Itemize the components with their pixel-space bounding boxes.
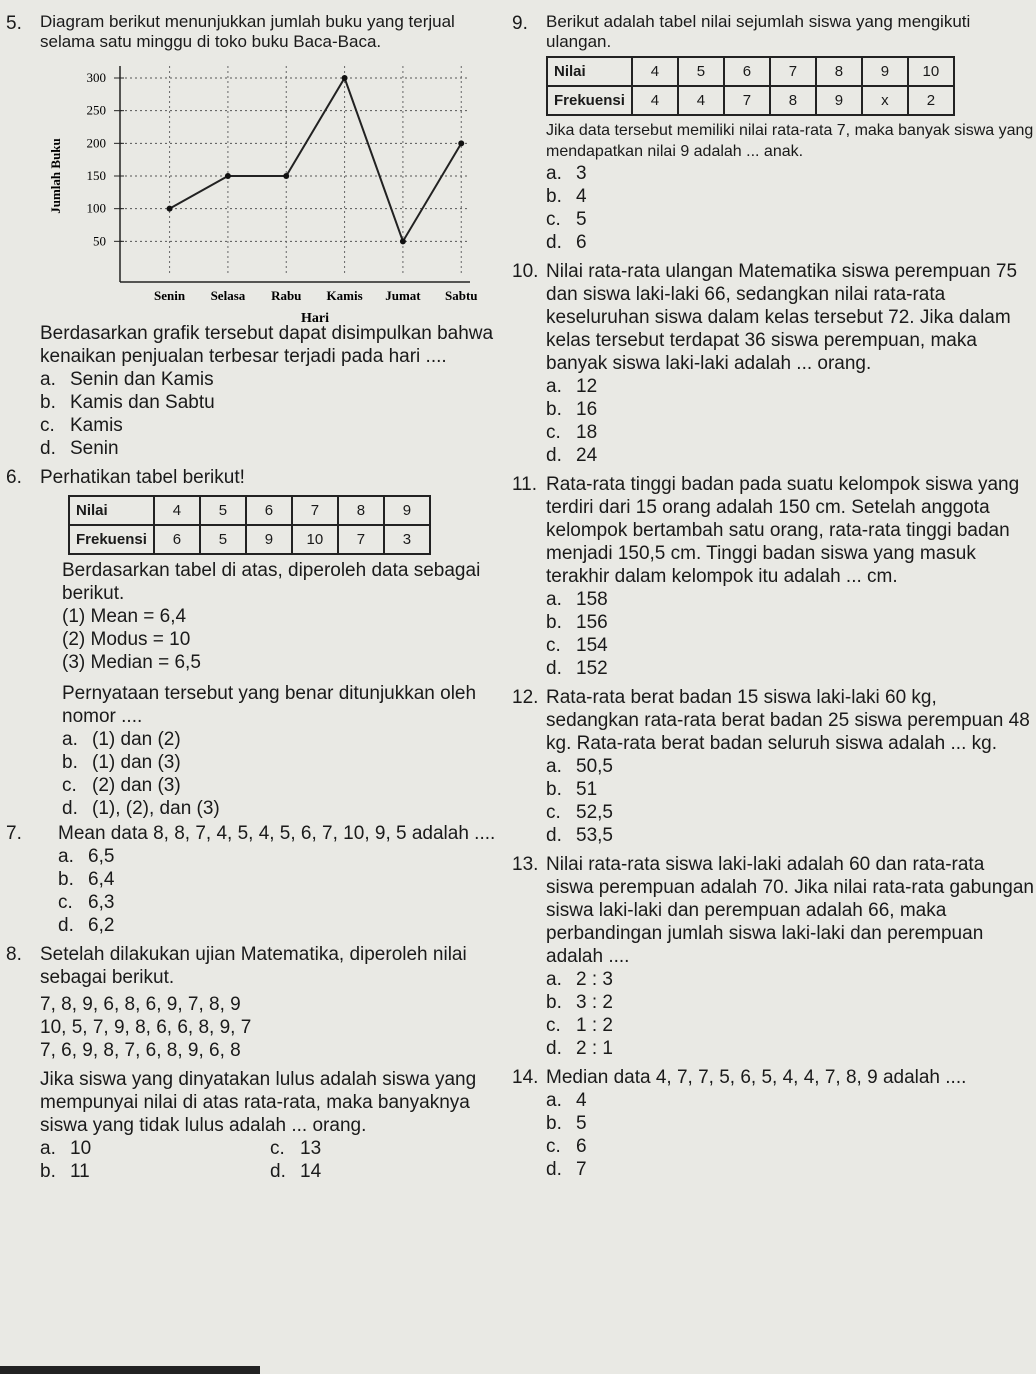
option-text: Senin dan Kamis [70,369,214,390]
option-letter: a. [40,1138,56,1159]
question-text: Median data 4, 7, 7, 5, 6, 5, 4, 4, 7, 8, 9 adalah .... [546,1067,967,1088]
question-text: Berikut adalah tabel nilai sejumlah siswa yang mengikuti ulangan. [546,12,971,51]
table-cell: 7 [770,57,816,86]
row-header: Nilai [547,57,632,86]
option-b [58,868,506,891]
option-text: 53,5 [576,825,613,846]
option-text: 13 [300,1138,322,1159]
question-text: Diagram berikut menunjukkan jumlah buku yang terjual selama satu minggu di toko buku Baca-Baca. [40,12,455,51]
bottom-edge-shadow [0,1366,260,1374]
y-tick-label: 150 [86,168,106,183]
options-list [40,1137,506,1183]
option-text: 3 : 2 [576,992,613,1013]
option-b [40,1160,270,1183]
options-list [58,845,506,937]
option-a [546,588,1034,611]
option-letter: b. [546,399,562,420]
table-cell: 7 [724,86,770,115]
option-d [40,437,506,460]
option-letter: c. [546,1136,561,1157]
options-list [546,755,1034,847]
option-a [546,1089,1034,1112]
y-tick-label: 300 [86,70,106,85]
data-line: 10, 5, 7, 9, 8, 6, 6, 8, 9, 7 [40,1017,252,1038]
option-text: 11 [70,1161,90,1182]
statement: (2) Modus = 10 [62,629,191,650]
option-a [546,375,1034,398]
option-d [546,231,1034,254]
x-tick-label: Selasa [210,288,246,303]
question-6 [6,466,506,820]
left-column [6,12,506,1183]
option-letter: b. [546,1113,562,1134]
table-cell: 9 [816,86,862,115]
option-a [546,755,1034,778]
right-column [512,12,1034,1181]
table-row [547,86,954,115]
question-13 [512,853,1034,1060]
option-letter: c. [546,422,561,443]
option-letter: d. [546,825,562,846]
option-text: 6,2 [88,915,115,936]
frequency-table [68,495,431,555]
option-c [546,801,1034,824]
option-a [58,845,506,868]
option-text: 156 [576,612,608,633]
option-letter: d. [546,232,562,253]
option-text: 2 : 3 [576,969,613,990]
option-letter: a. [546,589,562,610]
option-letter: b. [546,992,562,1013]
data-point [225,173,231,179]
question-14 [512,1066,1034,1181]
y-tick-label: 100 [86,200,106,216]
question-number: 10. [512,261,539,282]
question-after-text: Berdasarkan tabel di atas, diperoleh data sebagai berikut. [62,560,481,604]
question-text: Nilai rata-rata siswa laki-laki adalah 60 dan rata-rata siswa perempuan adalah 70. Jika nilai rata-rata gabungan siswa laki-laki dan perempuan adalah 66, maka perbandingan jumlah siswa laki-laki dan perempuan adalah .... [546,854,1034,967]
y-tick-label: 200 [86,135,106,151]
option-letter: d. [546,1159,562,1180]
x-axis-label: Hari [301,311,329,322]
option-letter: d. [546,658,562,679]
question-text: Mean data 8, 8, 7, 4, 5, 4, 5, 6, 7, 10, 9, 5 adalah .... [58,823,496,844]
option-a [40,1137,270,1160]
table-cell: 7 [292,496,338,525]
option-letter: d. [40,438,56,459]
question-8 [6,943,506,1183]
x-tick-label: Senin [154,288,186,303]
option-d [58,914,506,937]
option-letter: c. [546,1015,561,1036]
option-letter: c. [546,802,561,823]
options-list [546,375,1034,467]
option-d [546,1037,1034,1060]
x-tick-label: Kamis [326,288,363,303]
option-letter: d. [58,915,74,936]
options-list [546,162,1034,254]
table-cell: 4 [154,496,200,525]
data-point [283,173,289,179]
table-cell: 5 [200,525,246,554]
option-letter: b. [40,1161,56,1182]
option-text: 18 [576,422,598,443]
question-number: 13. [512,854,539,875]
data-lines [40,993,506,1062]
option-a [546,162,1034,185]
table-row [547,57,954,86]
option-letter: c. [546,209,561,230]
x-tick-label: Sabtu [444,288,478,303]
y-tick-label: 250 [86,102,106,118]
option-c [546,634,1034,657]
table-cell: 9 [246,525,292,554]
option-letter: d. [546,1038,562,1059]
question-10 [512,260,1034,467]
option-d [546,1158,1034,1181]
option-d [546,824,1034,847]
option-letter: b. [58,869,74,890]
option-c [546,208,1034,231]
option-text: 1 : 2 [576,1015,613,1036]
option-b [546,991,1034,1014]
option-letter: a. [546,376,562,397]
option-letter: c. [270,1138,285,1159]
option-letter: c. [58,892,73,913]
option-a [546,968,1034,991]
x-tick-label: Jumat [385,288,421,303]
question-number: 5. [6,13,22,34]
option-letter: a. [546,969,562,990]
y-axis-label: Jumlah Buku [48,138,63,214]
option-letter: d. [546,445,562,466]
option-b [546,185,1034,208]
data-point [167,206,173,212]
option-c [270,1137,470,1160]
options-list [546,968,1034,1060]
option-b [546,611,1034,634]
table-cell: 7 [338,525,384,554]
option-c [546,1135,1034,1158]
question-number: 9. [512,13,528,34]
option-letter: a. [58,846,74,867]
option-letter: d. [62,798,78,819]
option-text: 16 [576,399,598,420]
option-b [546,398,1034,421]
option-text: 24 [576,445,598,466]
statements-list [62,605,506,674]
table-row [69,496,430,525]
option-text: 51 [576,779,598,800]
option-text: 10 [70,1138,92,1159]
statement: (1) Mean = 6,4 [62,606,187,627]
row-header: Frekuensi [69,525,154,554]
table-cell: 9 [862,57,908,86]
table-cell: 6 [154,525,200,554]
line-chart-svg [40,52,500,322]
option-letter: a. [546,1090,562,1111]
option-text: 6,4 [88,869,115,890]
table-cell: 5 [200,496,246,525]
question-prompt: Pernyataan tersebut yang benar ditunjukkan oleh nomor .... [62,683,477,727]
option-letter: b. [62,752,78,773]
table-cell: 8 [338,496,384,525]
question-text: Rata-rata berat badan 15 siswa laki-laki 60 kg, sedangkan rata-rata berat badan 25 siswa perempuan 48 kg. Rata-rata berat badan seluruh siswa adalah ... kg. [546,687,1030,754]
option-text: (2) dan (3) [92,775,181,796]
option-b [40,391,506,414]
row-header: Nilai [69,496,154,525]
table-cell: 4 [632,57,678,86]
question-number: 6. [6,467,22,488]
question-11 [512,473,1034,680]
question-9 [512,12,1034,254]
question-number: 12. [512,687,539,708]
option-letter: a. [40,369,56,390]
question-number: 11. [512,474,538,495]
option-text: 6 [576,232,587,253]
data-line: 7, 6, 9, 8, 7, 6, 8, 9, 6, 8 [40,1040,241,1061]
option-c [546,421,1034,444]
option-c [62,774,506,797]
series-line [170,78,462,241]
line-chart [40,52,500,322]
option-c [58,891,506,914]
table-cell: 4 [632,86,678,115]
option-text: Kamis [70,415,123,436]
statement: (3) Median = 6,5 [62,652,201,673]
question-text: Setelah dilakukan ujian Matematika, diperoleh nilai sebagai berikut. [40,944,467,988]
option-letter: b. [546,612,562,633]
question-7 [6,822,506,937]
options-list [40,368,506,460]
table-cell: 2 [908,86,954,115]
option-a [40,368,506,391]
option-text: 14 [300,1161,322,1182]
question-12 [512,686,1034,847]
option-text: 5 [576,1113,587,1134]
table-cell: 8 [770,86,816,115]
option-a [62,728,506,751]
option-letter: d. [270,1161,286,1182]
option-text: (1) dan (2) [92,729,181,750]
option-text: 158 [576,589,608,610]
option-letter: a. [546,756,562,777]
option-text: 3 [576,163,587,184]
table-cell: 6 [246,496,292,525]
option-letter: b. [40,392,56,413]
y-tick-label: 50 [93,233,106,249]
table-cell: 8 [816,57,862,86]
table-cell: 10 [292,525,338,554]
option-c [546,1014,1034,1037]
option-d [62,797,506,820]
frequency-table [546,56,955,116]
data-point [342,75,348,81]
option-text: 7 [576,1159,587,1180]
option-text: 2 : 1 [576,1038,613,1059]
table-cell: 6 [724,57,770,86]
options-list [62,728,506,820]
table-cell: 4 [678,86,724,115]
options-list [546,1089,1034,1181]
table-cell: 3 [384,525,430,554]
data-point [400,238,406,244]
option-letter: b. [546,186,562,207]
question-after-text: Berdasarkan grafik tersebut dapat disimpulkan bahwa kenaikan penjualan terbesar terjadi pada hari .... [40,323,494,367]
option-text: 154 [576,635,608,656]
data-line: 7, 8, 9, 6, 8, 6, 9, 7, 8, 9 [40,994,241,1015]
option-letter: a. [546,163,562,184]
option-letter: c. [62,775,77,796]
option-letter: a. [62,729,78,750]
option-text: Senin [70,438,119,459]
option-d [546,444,1034,467]
option-text: 6 [576,1136,587,1157]
option-text: (1) dan (3) [92,752,181,773]
options-list [546,588,1034,680]
data-point [458,140,464,146]
option-text: Kamis dan Sabtu [70,392,215,413]
x-tick-label: Rabu [271,288,302,303]
option-b [62,751,506,774]
option-b [546,1112,1034,1135]
row-header: Frekuensi [547,86,632,115]
option-text: 50,5 [576,756,613,777]
option-text: 12 [576,376,598,397]
question-number: 8. [6,944,22,965]
option-text: 6,5 [88,846,115,867]
option-b [546,778,1034,801]
question-prompt: Jika siswa yang dinyatakan lulus adalah siswa yang mempunyai nilai di atas rata-rata, maka banyaknya siswa yang tidak lulus adalah ... orang. [40,1069,477,1136]
option-c [40,414,506,437]
option-letter: b. [546,779,562,800]
question-5 [6,12,506,460]
question-number: 7. [6,823,22,844]
option-text: 52,5 [576,802,613,823]
option-d [270,1160,470,1183]
question-number: 14. [512,1067,539,1088]
table-row [69,525,430,554]
option-text: 5 [576,209,587,230]
question-after-text: Jika data tersebut memiliki nilai rata-rata 7, maka banyak siswa yang mendapatkan nilai 9 adalah ... anak. [546,122,1034,160]
option-text: 4 [576,1090,587,1111]
option-text: (1), (2), dan (3) [92,798,220,819]
table-cell: 10 [908,57,954,86]
option-d [546,657,1034,680]
option-text: 4 [576,186,587,207]
question-text: Nilai rata-rata ulangan Matematika siswa perempuan 75 dan siswa laki-laki 66, sedangkan nilai rata-rata keseluruhan siswa dalam kelas tersebut 72. Jika dalam kelas tersebut terdapat 36 siswa perempuan, maka banyak siswa laki-laki adalah ... orang. [546,261,1018,374]
option-text: 6,3 [88,892,115,913]
table-cell: 5 [678,57,724,86]
option-text: 152 [576,658,608,679]
question-text: Perhatikan tabel berikut! [40,467,245,488]
option-letter: c. [546,635,561,656]
question-text: Rata-rata tinggi badan pada suatu kelompok siswa yang terdiri dari 15 orang adalah 150 cm. Setelah anggota kelompok bertambah satu orang, rata-rata tinggi badan menjadi 150,5 cm. Tinggi badan siswa yang masuk terakhir dalam kelompok itu adalah ... cm. [546,474,1020,587]
table-cell: 9 [384,496,430,525]
table-cell: x [862,86,908,115]
option-letter: c. [40,415,55,436]
